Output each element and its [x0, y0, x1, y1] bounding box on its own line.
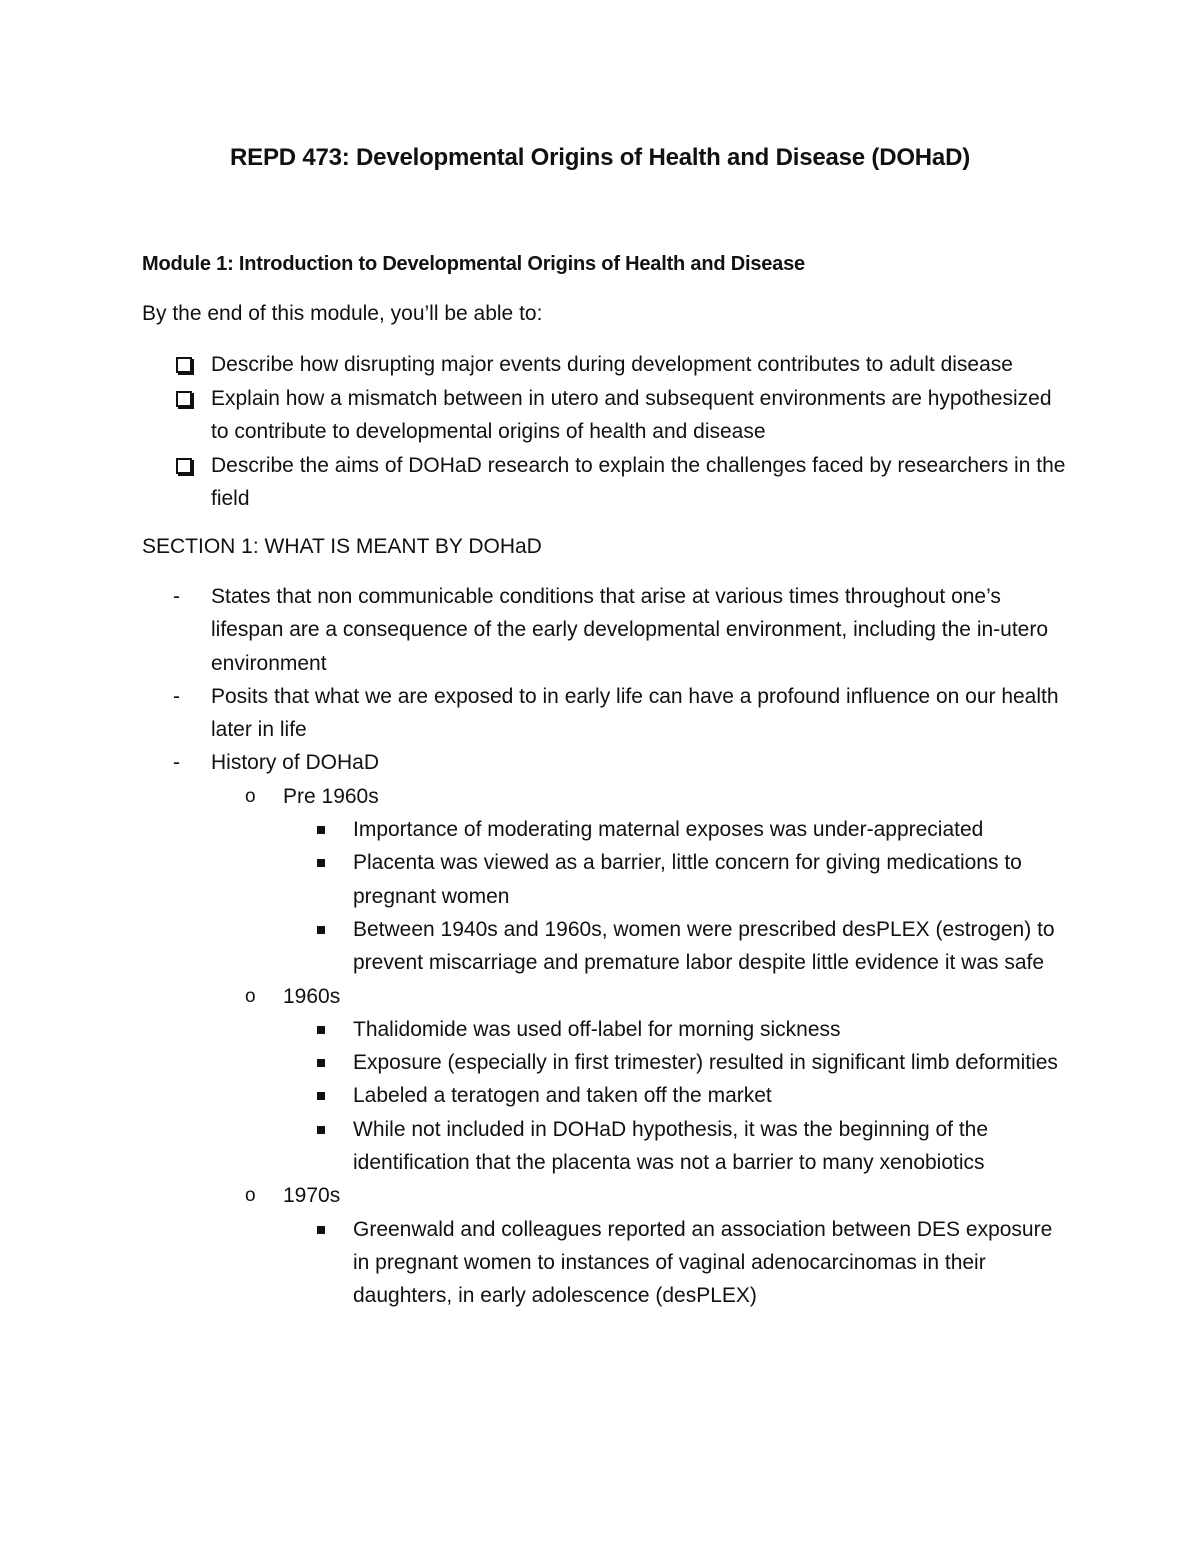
circle-bullet-icon: o [245, 985, 256, 1007]
circle-bullet-icon: o [245, 785, 256, 807]
checkbox-icon [176, 458, 192, 474]
objectives-list [142, 348, 1072, 516]
period-label: Pre 1960s [283, 784, 379, 808]
period-item [281, 913, 1072, 980]
dash-bullet-icon: - [173, 684, 180, 708]
objective-text: Describe how disrupting major events during development contributes to adult disease [211, 353, 1013, 376]
document-title: REPD 473: Developmental Origins of Health and Disease (DOHaD) [230, 144, 970, 171]
dash-bullet-icon: - [173, 751, 180, 775]
period-item [281, 846, 1072, 913]
point-text: States that non communicable conditions that arise at various times throughout one’s lifespan are a consequence of the early developmental environment, including the in-utero environment [211, 585, 1049, 675]
history-period [211, 1179, 1072, 1312]
objective-item [142, 382, 1072, 448]
point-item [142, 746, 1072, 1312]
section-heading: SECTION 1: WHAT IS MEANT BY DOHaD [142, 535, 542, 558]
period-items-list [281, 1013, 1072, 1179]
period-item [281, 1113, 1072, 1180]
period-item-text: Importance of moderating maternal exposes was under-appreciated [353, 818, 984, 842]
point-item [142, 580, 1072, 680]
period-item [281, 813, 1072, 846]
square-bullet-icon [317, 826, 325, 834]
period-item-text: Greenwald and colleagues reported an association between DES exposure in pregnant women to instances of vaginal adenocarcinomas in their daughters, in early adolescence (desPLEX) [353, 1217, 1053, 1308]
objective-text: Describe the aims of DOHaD research to explain the challenges faced by researchers in the field [211, 454, 1066, 510]
period-item-text: Between 1940s and 1960s, women were prescribed desPLEX (estrogen) to prevent miscarriage and premature labor despite little evidence it was safe [353, 917, 1055, 975]
square-bullet-icon [317, 926, 325, 934]
checkbox-icon [176, 391, 192, 407]
intro-text: By the end of this module, you’ll be able to: [142, 302, 543, 325]
square-bullet-icon [317, 859, 325, 867]
square-bullet-icon [317, 1226, 325, 1234]
square-bullet-icon [317, 1126, 325, 1134]
point-text: Posits that what we are exposed to in early life can have a profound influence on our health later in life [211, 684, 1059, 742]
dohad-points-list [142, 580, 1072, 1313]
history-period [211, 980, 1072, 1180]
history-periods-list [211, 780, 1072, 1313]
period-item [281, 1013, 1072, 1046]
period-item [281, 1213, 1072, 1313]
square-bullet-icon [317, 1092, 325, 1100]
period-item-text: Placenta was viewed as a barrier, little concern for giving medications to pregnant women [353, 851, 1022, 908]
period-label: 1960s [283, 984, 341, 1008]
period-item [281, 1046, 1072, 1079]
circle-bullet-icon: o [245, 1185, 256, 1207]
objective-item [142, 348, 1072, 381]
dash-bullet-icon: - [173, 585, 180, 608]
period-items-list [281, 813, 1072, 979]
objective-text: Explain how a mismatch between in utero and subsequent environments are hypothesized to contribute to developmental origins of health and disease [211, 387, 1052, 443]
point-item [142, 680, 1072, 747]
period-label: 1970s [283, 1184, 341, 1208]
square-bullet-icon [317, 1026, 325, 1034]
period-item-text: Thalidomide was used off-label for morning sickness [353, 1017, 841, 1041]
period-item-text: Exposure (especially in first trimester) resulted in significant limb deformities [353, 1051, 1058, 1075]
period-items-list [281, 1213, 1072, 1313]
history-period [211, 780, 1072, 980]
period-item-text: While not included in DOHaD hypothesis, it was the beginning of the identification that the placenta was not a barrier to many xenobiotics [353, 1117, 989, 1175]
module-heading: Module 1: Introduction to Developmental Origins of Health and Disease [142, 253, 805, 275]
checkbox-icon [176, 357, 192, 373]
period-item [281, 1079, 1072, 1112]
period-item-text: Labeled a teratogen and taken off the market [353, 1084, 772, 1108]
square-bullet-icon [317, 1059, 325, 1067]
point-text: History of DOHaD [211, 751, 380, 775]
objective-item [142, 449, 1072, 515]
